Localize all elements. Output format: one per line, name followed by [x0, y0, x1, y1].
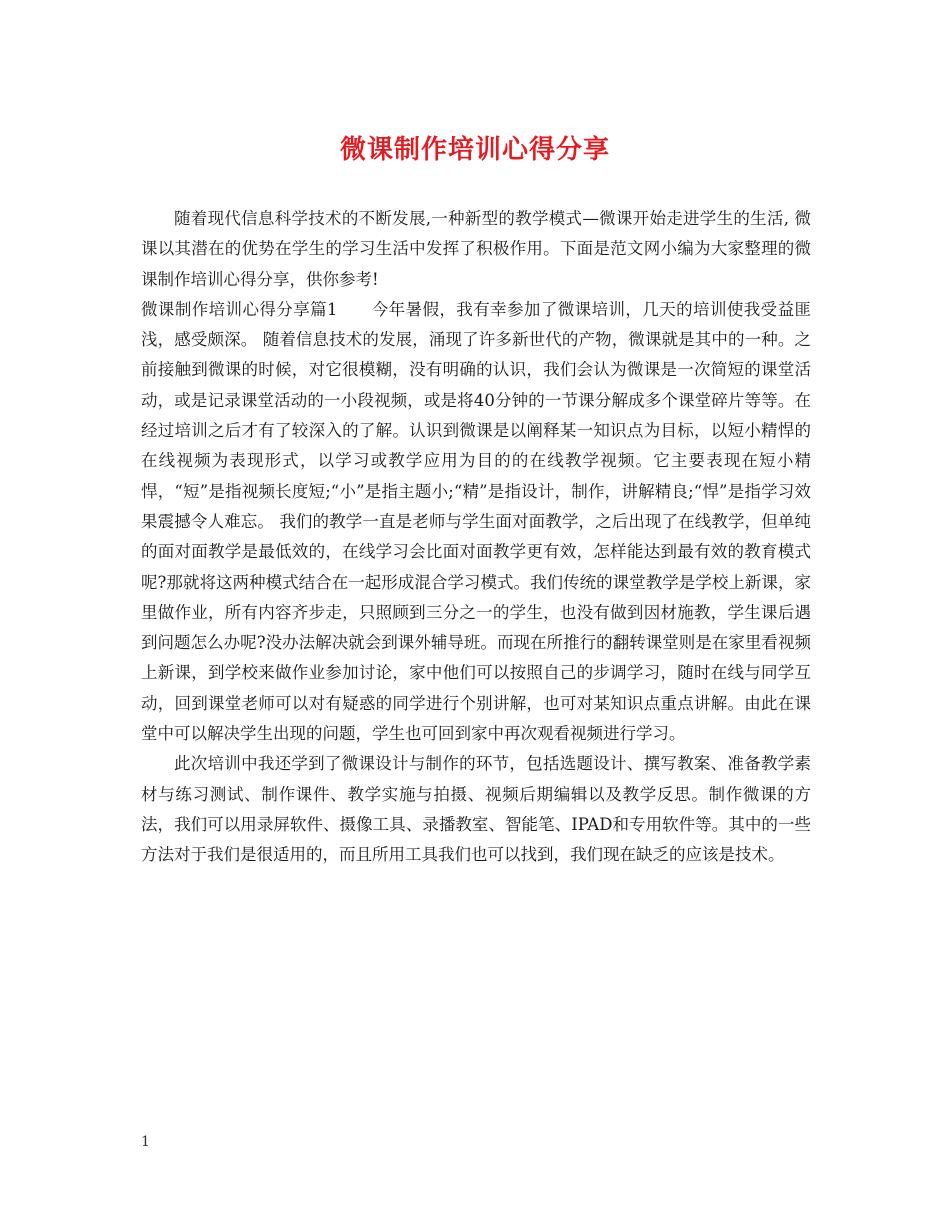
document-body	[141, 204, 811, 871]
section-paragraph: 微课制作培训心得分享篇1 今年暑假，我有幸参加了微课培训，几天的培训使我受益匪浅，感受颇深。 随着信息技术的发展，涌现了许多新世代的产物，微课就是其中的一种。之前接触到微课的时候，对它很模糊，没有明确的认识，我们会认为微课是一次简短的课堂活动，或是记录课堂活动的一小段视频，或是将40分钟的一节课分解成多个课堂碎片等等。在经过培训之后才有了较深入的了解。认识到微课是以阐释某一知识点为目标，以短小精悍的在线视频为表现形式，以学习或教学应用为目的的在线教学视频。它主要表现在短小精悍，“短”是指视频长度短;“小”是指主题小;“精”是指设计，制作，讲解精良;“悍”是指学习效果震撼令人难忘。 我们的教学一直是老师与学生面对面教学，之后出现了在线教学，但单纯的面对面教学是最低效的，在线学习会比面对面教学更有效，怎样能达到最有效的教育模式呢?那就将这两种模式结合在一起形成混合学习模式。我们传统的课堂教学是学校上新课，家里做作业，所有内容齐步走，只照顾到三分之一的学生，也没有做到因材施教，学生课后遇到问题怎么办呢?没办法解决就会到课外辅导班。而现在所推行的翻转课堂则是在家里看视频上新课，到学校来做作业参加讨论，家中他们可以按照自己的步调学习，随时在线与同学互动，回到课堂老师可以对有疑惑的同学进行个别讲解，也可对某知识点重点讲解。由此在课堂中可以解决学生出现的问题，学生也可回到家中再次观看视频进行学习。	[141, 299, 811, 744]
training-paragraph: 此次培训中我还学到了微课设计与制作的环节，包括选题设计、撰写教案、准备教学素材与练习测试、制作课件、教学实施与拍摄、视频后期编辑以及教学反思。制作微课的方法，我们可以用录屏软件、摄像工具、录播教室、智能笔、IPAD和专用软件等。其中的一些方法对于我们是很适用的，而且所用工具我们也可以找到，我们现在缺乏的应该是技术。	[141, 754, 811, 865]
intro-paragraph: 随着现代信息科学技术的不断发展,一种新型的教学模式—微课开始走进学生的生活, 微课以其潜在的优势在学生的学习生活中发挥了积极作用。下面是范文网小编为大家整理的微课制作培训心得分享，供你参考!	[141, 209, 811, 289]
page-number: 1	[141, 1134, 150, 1150]
page-title: 微课制作培训心得分享	[339, 135, 610, 165]
